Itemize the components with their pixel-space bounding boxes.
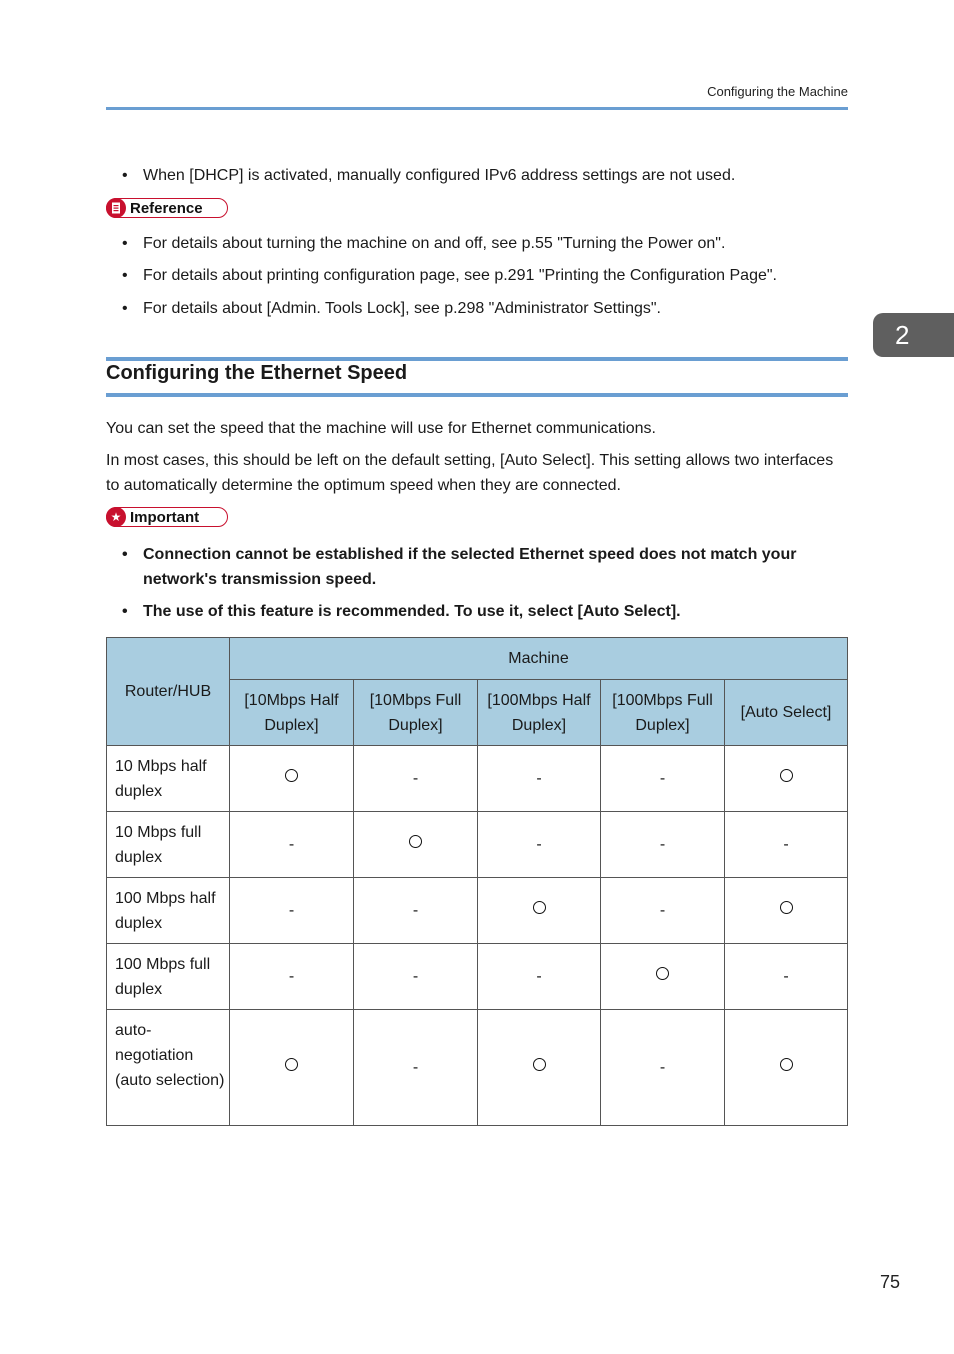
supported-cell bbox=[725, 1010, 848, 1126]
supported-cell bbox=[478, 1010, 601, 1126]
bullet-dot: • bbox=[122, 546, 128, 563]
reference-item bbox=[122, 296, 848, 321]
page-number: 75 bbox=[879, 1272, 900, 1292]
important-badge bbox=[106, 507, 228, 527]
unsupported-cell: - bbox=[478, 812, 601, 878]
circle-mark-icon bbox=[780, 1058, 793, 1071]
unsupported-cell: - bbox=[725, 812, 848, 878]
table-row bbox=[107, 746, 848, 812]
unsupported-cell: - bbox=[601, 1010, 725, 1126]
important-label: Important bbox=[130, 508, 200, 526]
table-row bbox=[107, 812, 848, 878]
header-rule bbox=[106, 107, 848, 110]
row-header: 100 Mbps half duplex bbox=[107, 878, 230, 944]
section-title: Configuring the Ethernet Speed bbox=[106, 362, 408, 384]
router-hub-header: Router/HUB bbox=[107, 638, 230, 746]
reference-item-text: For details about turning the machine on and off, see p.55 "Turning the Power on". bbox=[143, 235, 726, 252]
row-header: 10 Mbps half duplex bbox=[107, 746, 230, 812]
unsupported-cell: - bbox=[230, 878, 354, 944]
circle-mark-icon bbox=[780, 901, 793, 914]
bullet-dot: • bbox=[122, 267, 128, 284]
column-header: [100Mbps Half Duplex] bbox=[478, 680, 601, 746]
reference-item-text: For details about printing configuration page, see p.291 "Printing the Configuration Page". bbox=[143, 267, 777, 284]
supported-cell bbox=[354, 812, 478, 878]
important-item bbox=[122, 542, 833, 592]
unsupported-cell: - bbox=[230, 812, 354, 878]
section-rule-top bbox=[106, 357, 848, 361]
bullet-dot: • bbox=[122, 167, 128, 184]
table-header-row bbox=[107, 638, 848, 680]
unsupported-cell: - bbox=[354, 878, 478, 944]
unsupported-cell: - bbox=[354, 1010, 478, 1126]
supported-cell bbox=[601, 944, 725, 1010]
star-icon: ★ bbox=[106, 507, 126, 527]
reference-icon bbox=[106, 198, 126, 218]
circle-mark-icon bbox=[533, 1058, 546, 1071]
supported-cell bbox=[725, 878, 848, 944]
unsupported-cell: - bbox=[354, 746, 478, 812]
supported-cell bbox=[725, 746, 848, 812]
reference-label: Reference bbox=[130, 199, 203, 217]
section-paragraph: In most cases, this should be left on the default setting, [Auto Select]. This setting allows two interfaces to automatically determine the optimum speed when they are connected. bbox=[106, 452, 834, 494]
note-bullet bbox=[122, 163, 848, 188]
table-row bbox=[107, 878, 848, 944]
unsupported-cell: - bbox=[478, 746, 601, 812]
column-header: [100Mbps Full Duplex] bbox=[601, 680, 725, 746]
circle-mark-icon bbox=[533, 901, 546, 914]
important-item bbox=[122, 599, 848, 624]
unsupported-cell: - bbox=[601, 878, 725, 944]
reference-item bbox=[122, 231, 848, 256]
table-row bbox=[107, 1010, 848, 1126]
column-header: [Auto Select] bbox=[725, 680, 848, 746]
supported-cell bbox=[230, 1010, 354, 1126]
important-item-text: Connection cannot be established if the selected Ethernet speed does not match your network's transmission speed. bbox=[143, 546, 797, 588]
reference-item bbox=[122, 263, 848, 288]
bullet-dot: • bbox=[122, 300, 128, 317]
section-paragraph: You can set the speed that the machine will use for Ethernet communications. bbox=[106, 420, 656, 437]
unsupported-cell: - bbox=[601, 746, 725, 812]
chapter-tab: 2 bbox=[873, 313, 954, 357]
important-item-text: The use of this feature is recommended. To use it, select [Auto Select]. bbox=[143, 603, 681, 620]
reference-badge bbox=[106, 198, 228, 218]
column-header: [10Mbps Full Duplex] bbox=[354, 680, 478, 746]
unsupported-cell: - bbox=[601, 812, 725, 878]
column-header: [10Mbps Half Duplex] bbox=[230, 680, 354, 746]
row-header: auto-negotiation (auto selection) bbox=[107, 1010, 230, 1126]
ethernet-speed-table bbox=[106, 637, 848, 1126]
reference-item-text: For details about [Admin. Tools Lock], see p.298 "Administrator Settings". bbox=[143, 300, 661, 317]
circle-mark-icon bbox=[285, 769, 298, 782]
unsupported-cell: - bbox=[478, 944, 601, 1010]
supported-cell bbox=[478, 878, 601, 944]
circle-mark-icon bbox=[285, 1058, 298, 1071]
circle-mark-icon bbox=[409, 835, 422, 848]
circle-mark-icon bbox=[656, 967, 669, 980]
bullet-dot: • bbox=[122, 603, 128, 620]
note-bullet-text: When [DHCP] is activated, manually configured IPv6 address settings are not used. bbox=[143, 167, 736, 184]
bullet-dot: • bbox=[122, 235, 128, 252]
machine-header: Machine bbox=[230, 638, 848, 680]
row-header: 100 Mbps full duplex bbox=[107, 944, 230, 1010]
circle-mark-icon bbox=[780, 769, 793, 782]
supported-cell bbox=[230, 746, 354, 812]
section-rule-bottom bbox=[106, 393, 848, 397]
table-row bbox=[107, 944, 848, 1010]
running-header: Configuring the Machine bbox=[707, 84, 848, 99]
unsupported-cell: - bbox=[230, 944, 354, 1010]
unsupported-cell: - bbox=[354, 944, 478, 1010]
row-header: 10 Mbps full duplex bbox=[107, 812, 230, 878]
unsupported-cell: - bbox=[725, 944, 848, 1010]
